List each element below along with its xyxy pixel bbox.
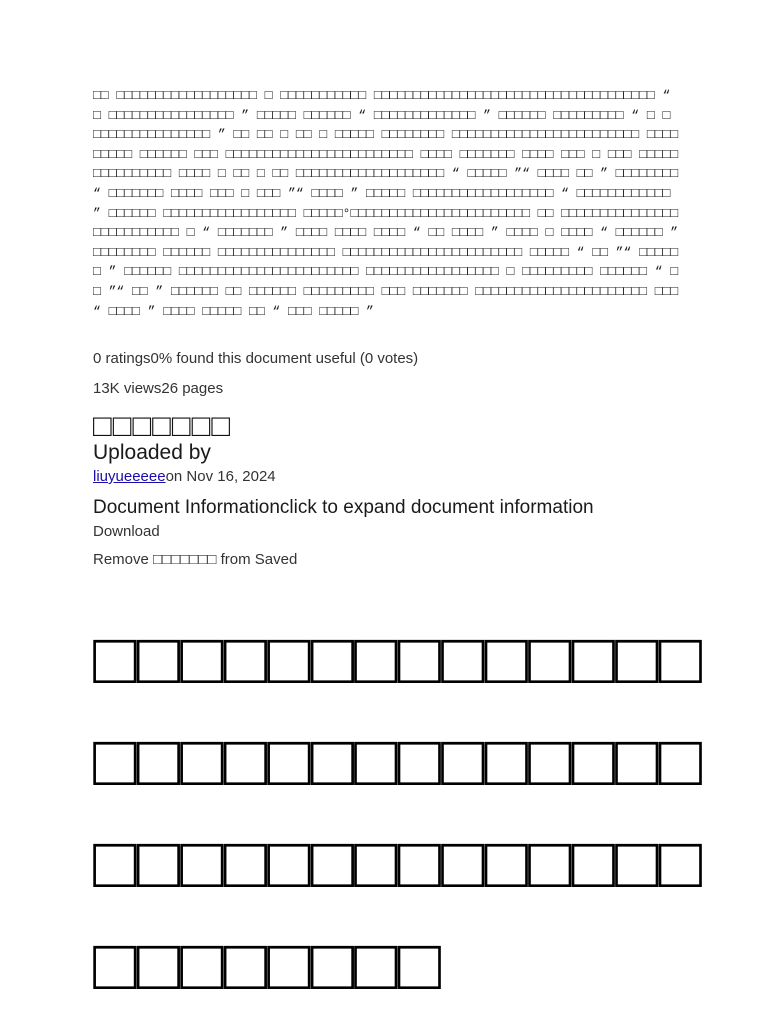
uploader-line <box>93 468 276 485</box>
uploader-link[interactable]: liuyueeeee <box>93 468 166 485</box>
upload-date: on Nov 16, 2024 <box>165 468 276 485</box>
uploaded-by-label: Uploaded by <box>93 441 211 464</box>
document-description: □□ □□□□□□□□□□□□□□□□□□ □ □□□□□□□□□□□ □□□□□□□□□□□□□□□□□□□□□□□□□□□□□□□□□□□□ “ □ □□□□□□□□□□□□□□□□ ” □□□□□ □□□□□□ “ □□□□□□□□□□□□□ ” □□□□□□ □□□□□□□□□ “ □ □ □□□□□□□□□□□□□□□ ” □□ □□ □ □□ □ □□□□□ □□□□□□□□ □□□□□□□□□□□□□□□□□□□□□□□□ □□□□□□□□□ □□□□□□ □□□ □□□□□□□□□□□□□□□□□□□□□□□□ □□□□ □□□□□□□ □□□□ □□□ □ □□□ □□□□□□□□□□□□□□□ □□□□ □ □□ □ □□ □□□□□□□□□□□□□□□□□□□ “ □□□□□ ”“ □□□□ □□ ” □□□□□□□□ “ □□□□□□□ □□□□ □□□ □ □□□ ”“ □□□□ ” □□□□□ □□□□□□□□□□□□□□□□□□ “ □□□□□□□□□□□□ ” □□□□□□ □□□□□□□□□□□□□□□□□ □□□□□°□□□□□□□□□□□□□□□□□□□□□□□ □□ □□□□□□□□□□□□□□□□□□□□□□□□□□ □ “ □□□□□□□ ” □□□□ □□□□ □□□□ “ □□ □□□□ ” □□□□ □ □□□□ “ □□□□□□ ” □□□□□□□□ □□□□□□ □□□□□□□□□□□□□□□ □□□□□□□□□□□□□□□□□□□□□□□ □□□□□ “ □□ ”“ □□□□□□ ” □□□□□□ □□□□□□□□□□□□□□□□□□□□□□□ □□□□□□□□□□□□□□□□□ □ □□□□□□□□□ □□□□□□ “ □□ ”“ □□ ” □□□□□□ □□ □□□□□□ □□□□□□□□□ □□□ □□□□□□□ □□□□□□□□□□□□□□□□□□□□□□ □□□ “ □□□□ ” □□□□ □□□□□ □□ “ □□□ □□□□□ ” <box>93 88 679 319</box>
ratings-summary: 0 ratings0% found this document useful (0 votes) <box>93 350 419 367</box>
document-title: □□□□□□□ <box>93 408 232 443</box>
views-pages-count: 13K views26 pages <box>93 380 224 397</box>
document-content-heading: □□□□□□□□□□□□□□□□□□□□□□□□□□□□□□□□□□□□□□□□□□□□□□□□□□ <box>93 619 702 1005</box>
document-information-toggle[interactable]: Document Informationclick to expand document information <box>93 497 594 518</box>
download-button[interactable]: Download <box>93 523 160 540</box>
remove-from-saved-button[interactable]: Remove □□□□□□□ from Saved <box>93 551 298 568</box>
